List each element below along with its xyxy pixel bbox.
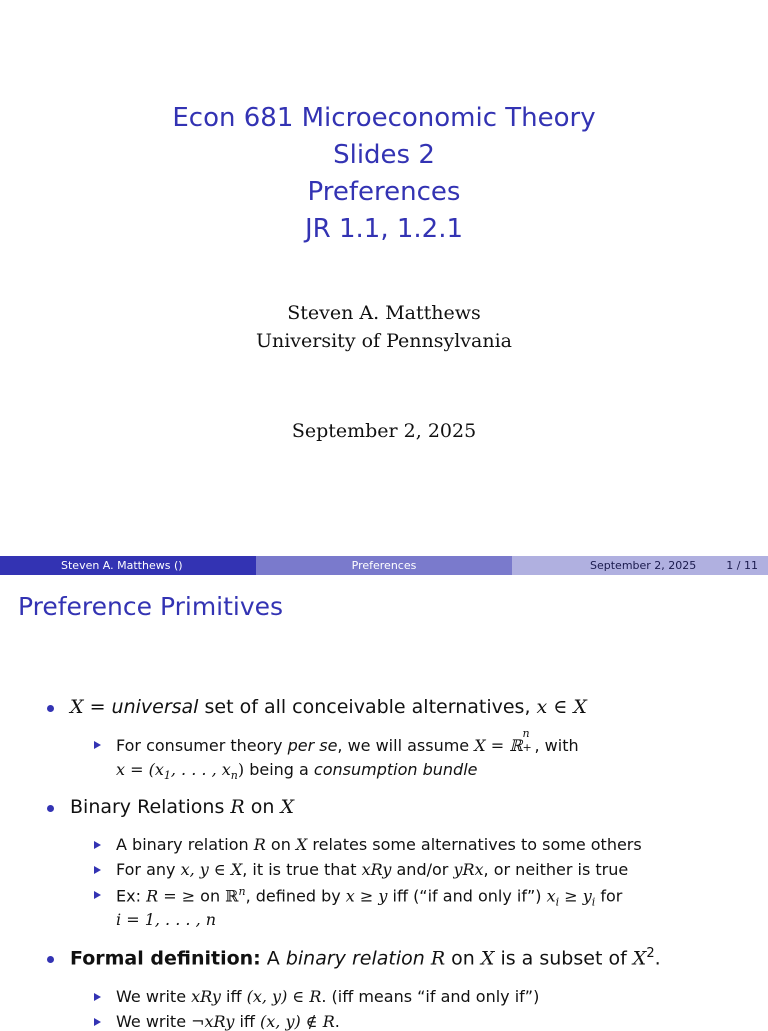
math-pair-not-in-r: (x, y) ∉ R [260, 1012, 335, 1031]
math-r: R [253, 835, 266, 854]
author-name: Steven A. Matthews [287, 302, 481, 324]
sub-text: being a [244, 760, 314, 779]
bullet-text: set of all conceivable alternatives, [198, 696, 537, 718]
math-dots: , . . . , x [170, 760, 231, 779]
topic-title: Preferences [307, 177, 461, 207]
sub-text: , or neither is true [483, 860, 629, 879]
sub-text: on [195, 886, 226, 906]
frame-title: Preference Primitives [18, 592, 284, 621]
sub-text: for [595, 886, 623, 906]
bullet-text: Binary Relations [70, 796, 231, 818]
math-sup-n: n [238, 885, 246, 898]
bullet-text: on [244, 796, 281, 818]
sub-text: Ex: [116, 886, 147, 906]
reading-reference: JR 1.1, 1.2.1 [304, 214, 464, 244]
math-sub-1: 1 [163, 769, 171, 783]
footer-page-number: 1 / 11 [726, 559, 758, 572]
bullet-dot-icon [47, 956, 54, 963]
sub-text: and/or [391, 860, 454, 879]
bullet-dot-icon [47, 705, 54, 712]
sub-text: relates some alternatives to some others [307, 835, 642, 854]
math-sup-2: 2 [646, 946, 655, 961]
math-sub-i: i [555, 895, 560, 909]
math-sup-n: n [522, 727, 530, 740]
emph-consumption-bundle: consumption bundle [313, 760, 478, 779]
sub-text: . [334, 1012, 340, 1031]
course-title: Econ 681 Microeconomic Theory [172, 103, 596, 133]
sub-text: iff (“if and only if”) [387, 886, 547, 906]
sub-bullet-example-cont [116, 910, 216, 929]
math-x-in-x: x ∈ X [536, 696, 587, 718]
math-rn: ℝ [225, 886, 239, 906]
math-xry: xRy [361, 860, 392, 879]
math-xry: xRy [191, 987, 221, 1006]
sub-text: on [265, 835, 296, 854]
math-x-equals: X = [70, 696, 112, 718]
sub-bullet-triangle-icon [94, 1018, 101, 1026]
sub-text: A binary relation [116, 835, 254, 854]
sub-text: We write [116, 1012, 192, 1031]
sub-text: iff [234, 1012, 260, 1031]
sub-text: , with [534, 736, 579, 755]
emph-binary-relation: binary relation [285, 947, 425, 970]
sub-bullet-consumer-theory-cont [116, 760, 477, 782]
footer-date: September 2, 2025 [590, 559, 697, 572]
math-r: R [230, 796, 245, 818]
sub-text: , it is true that [242, 860, 362, 879]
sub-text: , defined by [245, 886, 346, 906]
math-r-geq: R = ≥ [146, 886, 196, 906]
emph-per-se: per se [287, 736, 338, 755]
math-x-eq-rn: X = ℝ [474, 736, 523, 755]
bullet-formal-definition [70, 946, 661, 969]
title-block [0, 100, 768, 248]
footer-title: Preferences [256, 556, 512, 575]
bullet-universal-set [70, 696, 587, 718]
institution: University of Pennsylvania [255, 330, 513, 352]
slide-footer [0, 556, 768, 575]
sub-bullet-we-write-not [116, 1012, 340, 1031]
math-geq-y: ≥ y [559, 886, 592, 906]
sub-bullet-triangle-icon [94, 993, 101, 1001]
bullet-text: . [654, 947, 661, 970]
sub-bullet-relates [116, 835, 642, 854]
sub-bullet-consumer-theory [116, 727, 579, 755]
math-yrx: yRx [453, 860, 484, 879]
math-sub-n: n [230, 769, 238, 783]
slides-number: Slides 2 [333, 140, 435, 170]
math-x-geq-y: x ≥ y [345, 886, 388, 906]
footer-author: Steven A. Matthews () [0, 556, 256, 575]
author-block [0, 299, 768, 355]
bold-formal-definition: Formal definition: [70, 947, 261, 970]
math-x: X [295, 835, 308, 854]
math-close: ) [237, 760, 245, 779]
sub-text: iff [220, 987, 247, 1006]
math-pair-in-r: (x, y) ∈ R [246, 987, 322, 1006]
sub-bullet-triangle-icon [94, 866, 101, 874]
sub-bullet-triangle-icon [94, 841, 101, 849]
sub-text: . (iff means “if and only if”) [321, 987, 540, 1006]
math-xy-in-x: x, y ∈ X [180, 860, 243, 879]
math-x-squared: X [632, 947, 647, 970]
footer-date-page [512, 556, 768, 575]
math-sub-plus: + [522, 741, 532, 754]
sub-text: We write [116, 987, 192, 1006]
bullet-binary-relations [70, 796, 294, 818]
math-xi: x [546, 886, 556, 906]
bullet-text: is a subset of [494, 947, 633, 970]
sub-text: For any [116, 860, 181, 879]
sub-text: , we will assume [337, 736, 475, 755]
emph-universal: universal [111, 696, 199, 718]
math-x: X [480, 947, 495, 970]
bullet-dot-icon [47, 805, 54, 812]
sub-bullet-example [116, 885, 622, 909]
sub-bullet-triangle-icon [94, 891, 101, 899]
bullet-text: A [260, 947, 286, 970]
presentation-date: September 2, 2025 [291, 420, 477, 442]
math-r: R [424, 947, 446, 970]
math-sub-i: i [591, 895, 596, 909]
math-not-xry: ¬xRy [191, 1012, 235, 1031]
sub-text: For consumer theory [116, 736, 288, 755]
math-i-range: i = 1, . . . , n [116, 910, 217, 929]
sub-bullet-for-any [116, 860, 628, 879]
sub-bullet-we-write [116, 987, 539, 1006]
math-x-tuple: x = (x [116, 760, 164, 779]
sub-bullet-triangle-icon [94, 741, 101, 749]
bullet-text: on [445, 947, 481, 970]
math-x: X [280, 796, 294, 818]
